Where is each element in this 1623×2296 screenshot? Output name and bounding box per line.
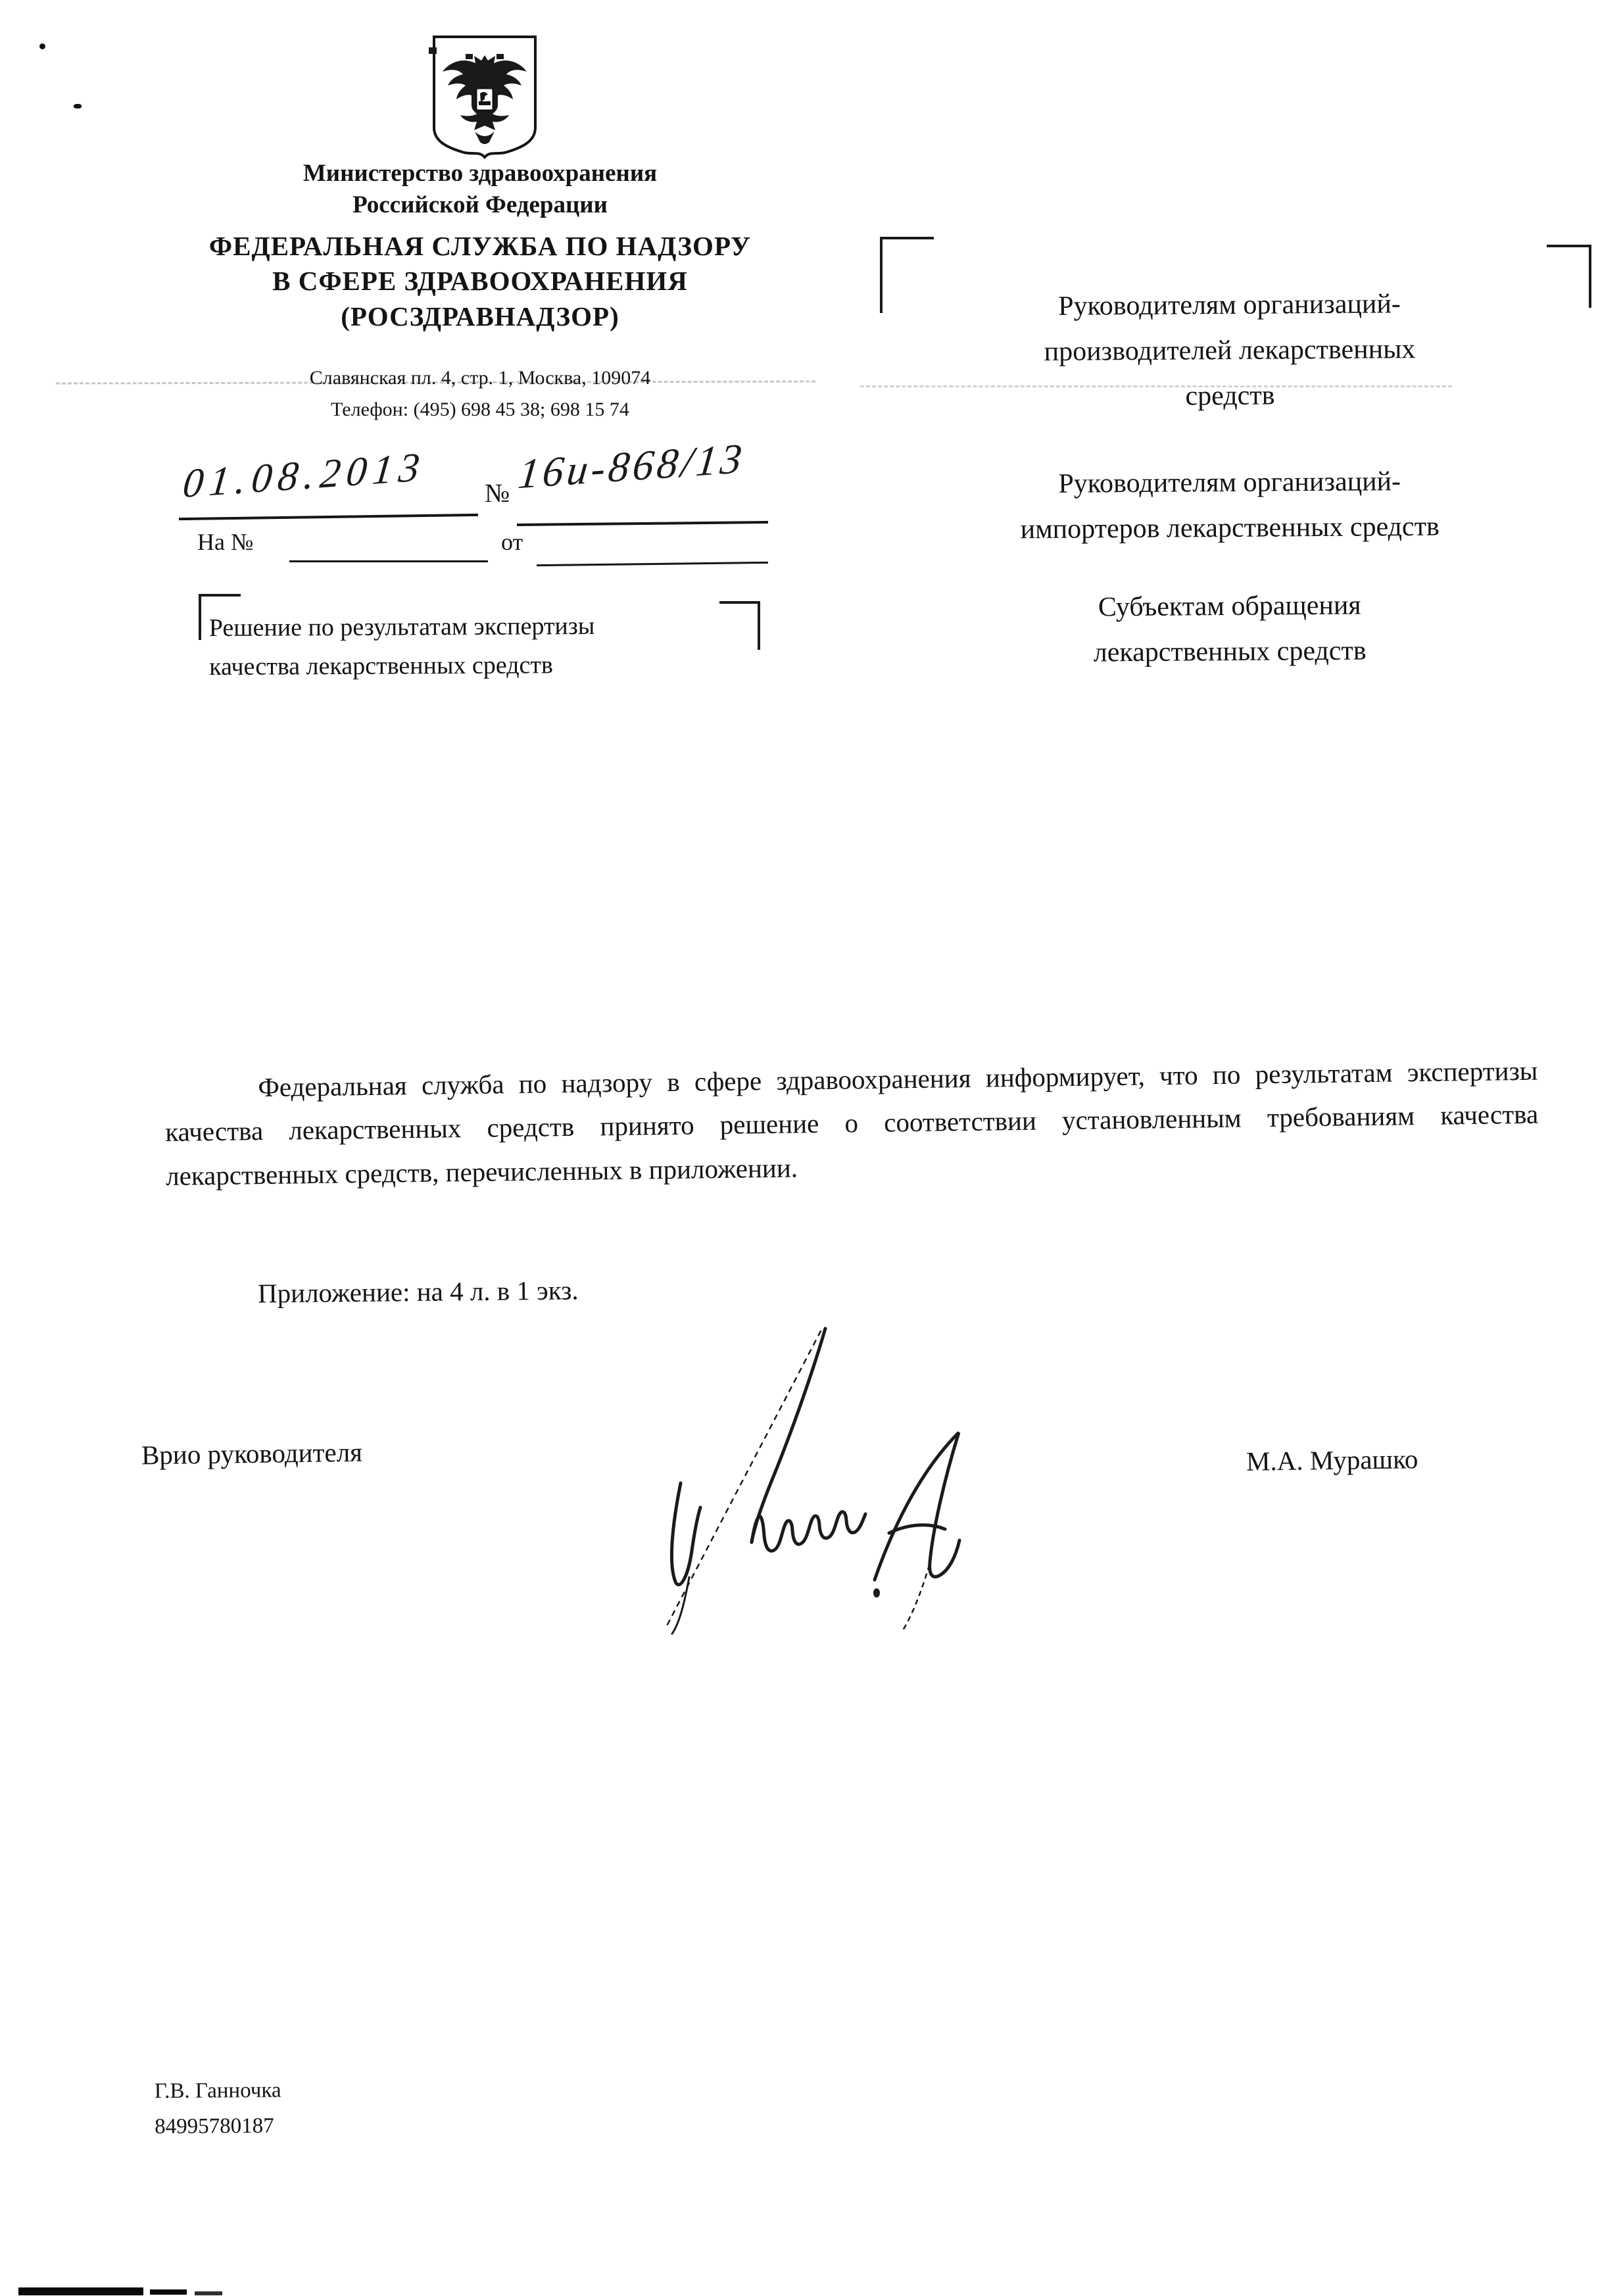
handwritten-date: 01.08.2013 (180, 444, 428, 507)
attachment-note: Приложение: на 4 л. в 1 экз. (257, 1275, 579, 1309)
executor-name: Г.В. Ганночка (154, 2078, 281, 2103)
handwritten-signature-icon (658, 1315, 993, 1651)
subject-line2: качества лекарственных средств (209, 651, 554, 681)
corner-bracket-recipient-left (880, 237, 883, 313)
scan-artifact-bar (195, 2291, 222, 2295)
recipient-line: Руководителям организаций- (1058, 466, 1401, 499)
recipient-line: лекарственных средств (1093, 635, 1367, 668)
corner-bracket-recipient-right (1589, 245, 1591, 308)
service-line3: (РОСЗДРАВНАДЗОР) (341, 301, 619, 331)
recipient-line: средств (1185, 380, 1275, 412)
service-line1: ФЕДЕРАЛЬНАЯ СЛУЖБА ПО НАДЗОРУ (208, 231, 752, 261)
service-name (164, 229, 796, 334)
ministry-line2: Российской Федерации (352, 191, 608, 219)
reply-date-blank-line (537, 562, 768, 566)
ministry-name (171, 158, 789, 221)
letter-body-paragraph: Федеральная служба по надзору в сфере здравоохранения информирует, что по результатам экспертизы качества лекарственных средств принято решение о соответствии установленным требованиям качества лекарственных средств, перечисленных в приложении. (165, 1055, 1539, 1191)
scan-artifact-bar (18, 2287, 143, 2295)
recipient-line: Руководителям организаций- (1058, 289, 1401, 322)
corner-bracket-subject-top (199, 594, 241, 597)
letterhead-address: Славянская пл. 4, стр. 1, Москва, 109074 (309, 367, 651, 389)
scan-speck (74, 104, 82, 109)
recipient-line: Субъектам обращения (1098, 590, 1361, 623)
signer-position: Врио руководителя (141, 1436, 363, 1471)
recipient-circulation-subjects (914, 582, 1546, 677)
corner-bracket-subject-left (199, 594, 201, 640)
letterhead-phone: Телефон: (495) 698 45 38; 698 15 74 (331, 399, 629, 420)
subject-line1: Решение по результатам экспертизы (208, 612, 595, 642)
scan-speck (39, 43, 45, 49)
reply-number-blank-line (289, 560, 488, 562)
executor-block (155, 2072, 282, 2145)
date-underline (179, 514, 478, 520)
recipient-line: производителей лекарственных (1044, 333, 1416, 367)
coat-of-arms-icon (429, 33, 541, 160)
corner-bracket-recipient-right-top (1547, 245, 1591, 247)
numero-sign: № (485, 478, 510, 508)
service-line2: В СФЕРЕ ЗДРАВООХРАНЕНИЯ (272, 266, 688, 297)
signer-name: М.А. Мурашко (1246, 1444, 1418, 1477)
number-underline (517, 521, 768, 526)
executor-phone: 84995780187 (155, 2114, 274, 2139)
corner-bracket-recipient-top (880, 237, 934, 239)
reply-to-number-label: На № (197, 529, 254, 555)
ministry-line1: Министерство здравоохранения (303, 160, 658, 187)
recipient-manufacturers (913, 281, 1545, 421)
letter-subject (209, 606, 710, 687)
scan-artifact-bar (150, 2289, 187, 2295)
recipient-line: импортеров лекарственных средств (1020, 511, 1440, 545)
handwritten-outgoing-number: 16и-868/13 (516, 434, 748, 498)
corner-bracket-subject-right (758, 601, 760, 650)
reply-from-label: от (501, 529, 523, 555)
recipient-importers (914, 458, 1546, 553)
corner-bracket-subject-right-top (719, 601, 760, 604)
